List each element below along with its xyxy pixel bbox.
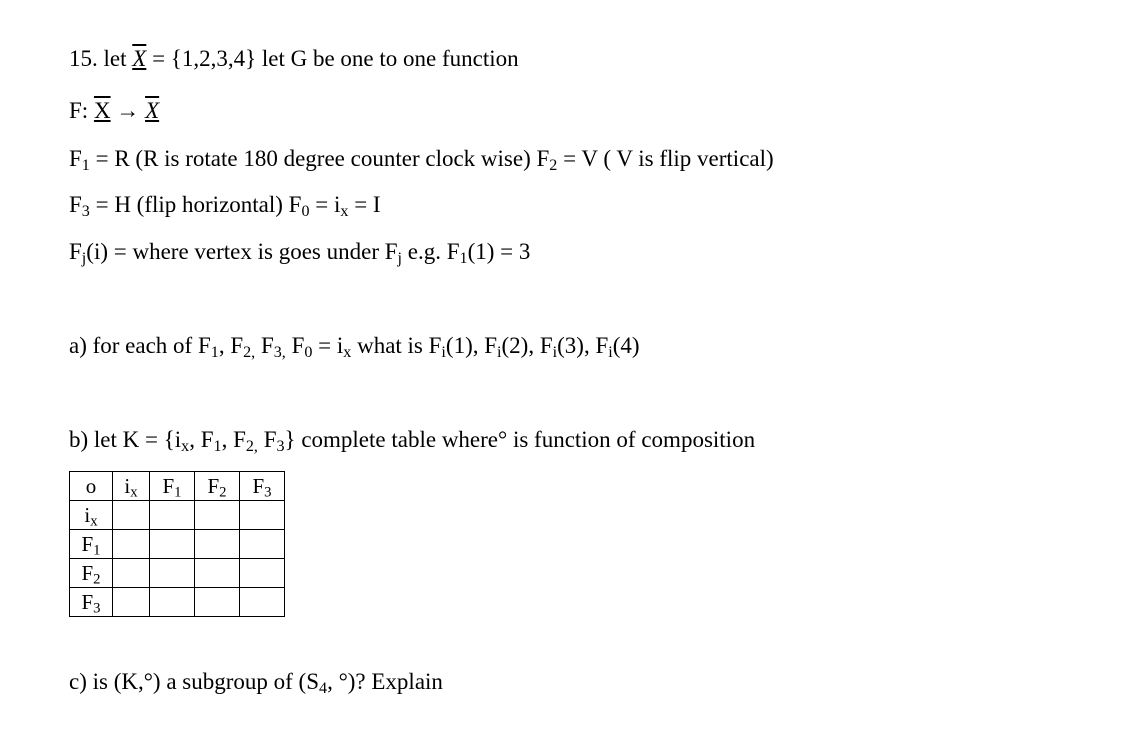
table-row: [70, 530, 285, 559]
table-cell[interactable]: [113, 559, 150, 588]
table-row: [70, 501, 285, 530]
table-row-header: $i_x$: [70, 501, 113, 530]
table-cell[interactable]: [150, 501, 195, 530]
part-a-question: a) for each of $F_1$, $F_{2,}$ $F_{3,}$ $F_0 = i_x$ what is $F_i(1)$, $F_i(2)$, $F_i(3)$, $F_i(4)$: [69, 333, 640, 362]
function-mapping-line: F: X → X: [69, 98, 160, 123]
definition-f1-f2: $F_1 = R$ (R is rotate 180 degree counter clock wise) $F_2 = V$ ( V is flip vertical): [69, 146, 774, 175]
table-cell[interactable]: [150, 559, 195, 588]
composition-table: [69, 471, 285, 617]
set-x-symbol: X: [132, 46, 147, 71]
table-cell[interactable]: [150, 588, 195, 617]
definition-f3-f0: $F_3 = H$ (flip horizontal) $F_0 = i_x = I$: [69, 192, 381, 221]
table-cell[interactable]: [195, 559, 240, 588]
part-c-question: c) is (K,°) a subgroup of ($S_4$, °)? Explain: [69, 669, 443, 698]
table-cell[interactable]: [150, 530, 195, 559]
table-cell[interactable]: [240, 501, 285, 530]
table-cell[interactable]: [195, 530, 240, 559]
table-header-cell: $F_1$: [150, 472, 195, 501]
table-header-cell: $F_2$: [195, 472, 240, 501]
table-cell[interactable]: [113, 588, 150, 617]
table-row: [70, 559, 285, 588]
domain-set-symbol: X: [93, 98, 111, 123]
table-cell[interactable]: [240, 588, 285, 617]
table-cell[interactable]: [240, 530, 285, 559]
table-corner-cell: o: [70, 472, 113, 501]
part-b-question: b) let $K = \{i_x$, $F_1$, $F_{2,}$ $F_3$} complete table where° is function of composition: [69, 427, 756, 456]
arrow-symbol: →: [110, 98, 146, 123]
table-cell[interactable]: [113, 530, 150, 559]
table-row-header: $F_2$: [70, 559, 113, 588]
table-header-cell: $i_x$: [113, 472, 150, 501]
table-cell[interactable]: [195, 588, 240, 617]
table-cell[interactable]: [113, 501, 150, 530]
question-15-line: 15. let X = {1,2,3,4} let G be one to one function: [69, 46, 519, 71]
table-row-header: $F_3$: [70, 588, 113, 617]
table-row-header: $F_1$: [70, 530, 113, 559]
definition-fj: $F_j(i)$ = where vertex is goes under $F_j$ e.g. $F_1(1) = 3$: [69, 239, 531, 268]
table-header-cell: $F_3$: [240, 472, 285, 501]
table-header-row: [70, 472, 285, 501]
codomain-set-symbol: X: [145, 98, 160, 123]
table-cell[interactable]: [240, 559, 285, 588]
table-row: [70, 588, 285, 617]
table-cell[interactable]: [195, 501, 240, 530]
